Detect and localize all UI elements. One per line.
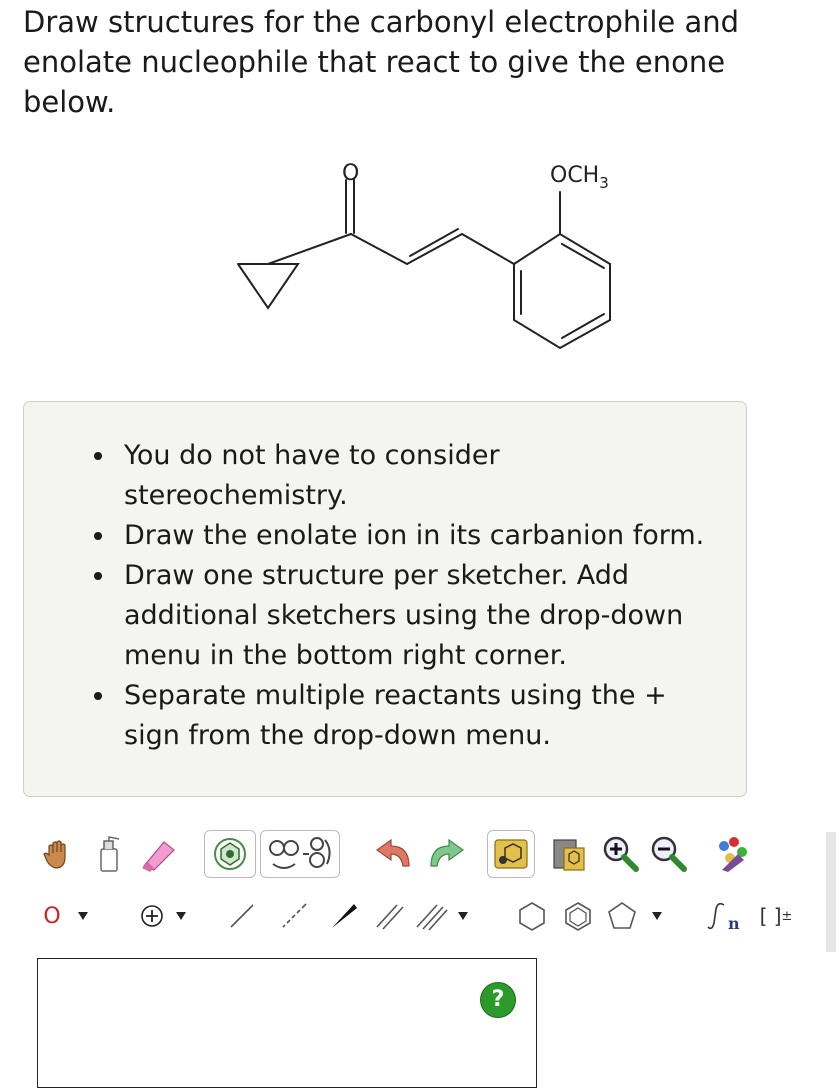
instruction-item [124,556,734,676]
instruction-2-line-1: Draw the enolate ion in its carbanion form. [124,520,705,551]
methoxy-label-sub: 3 [599,174,609,192]
instruction-item [124,676,734,756]
bracket-icon[interactable] [752,894,800,938]
toolbar-row-bottom [32,892,836,940]
single-bond-icon[interactable] [220,894,264,938]
double-bond-icon[interactable] [368,894,412,938]
bracket-label: [ ] [759,904,782,928]
bond-ring-carbonyl [268,234,351,264]
ring-dropdown-icon[interactable] [652,912,662,920]
question-text [23,2,813,122]
copy-clipboard-icon[interactable] [546,832,590,876]
toolbar-row-top [32,828,836,876]
question-line-1: Draw structures for the carbonyl electrophile and [23,5,740,39]
question-line-3: below. [23,85,116,119]
atom-dropdown-icon[interactable] [78,912,88,920]
undo-icon[interactable] [372,832,416,876]
bond-alkene-1 [407,234,462,264]
chain-template-icon[interactable] [260,830,340,878]
clean-structure-icon[interactable] [487,830,535,878]
carbonyl-oxygen-label: O [342,161,360,186]
instruction-1-line-1: You do not have to consider [124,440,500,471]
zoom-out-icon[interactable] [646,832,690,876]
cyclopropane-ring [238,264,298,308]
charge-plus-icon[interactable] [134,894,170,938]
pink-eraser-icon[interactable] [136,832,180,876]
sgroup-n-label: n [728,914,740,933]
bond-dropdown-icon[interactable] [458,912,468,920]
bond-alkene-aryl [462,234,514,264]
benzene-ring [514,234,610,348]
eraser-bottle-icon[interactable] [86,832,130,876]
atom-O-label: O [43,903,61,929]
bullet-icon [94,532,102,540]
instruction-item [124,436,734,516]
bracket-charge-label: ± [781,908,793,924]
sketcher-canvas[interactable] [37,958,537,1088]
methoxy-label [550,163,609,192]
cyclopentane-icon[interactable] [600,894,644,938]
cyclohexane-icon[interactable] [510,894,554,938]
wedge-bond-icon[interactable] [322,894,366,938]
help-icon[interactable]: ? [480,982,516,1018]
instructions-list [124,436,734,756]
instruction-4-line-2: sign from the drop-down menu. [124,720,551,751]
bond-alkene-2 [410,229,458,256]
charge-dropdown-icon[interactable] [176,912,186,920]
redo-icon[interactable] [424,832,468,876]
instruction-4-line-1: Separate multiple reactants using the + [124,680,667,711]
benzene-icon[interactable] [556,894,600,938]
instructions-box [23,401,747,797]
right-edge-scrollbar[interactable] [826,832,836,952]
instruction-3-line-2: additional sketchers using the drop-down [124,600,684,631]
zoom-in-icon[interactable] [598,832,642,876]
instruction-3-line-1: Draw one structure per sketcher. Add [124,560,630,591]
sgroup-icon[interactable] [704,894,748,938]
bullet-icon [94,452,102,460]
hand-icon[interactable] [36,832,80,876]
methoxy-label-main: OCH [550,163,600,188]
bullet-icon [94,692,102,700]
bond-carbonyl-alpha [351,234,407,264]
instruction-item [124,516,734,556]
hashed-bond-icon[interactable] [272,894,316,938]
ring-template-icon[interactable] [204,830,256,878]
question-line-2: enolate nucleophile that react to give the enone [23,45,726,79]
atom-O-button[interactable] [32,894,72,938]
enone-structure [220,150,640,370]
instruction-1-line-2: stereochemistry. [124,480,348,511]
instruction-3-line-3: menu in the bottom right corner. [124,640,567,671]
triple-bond-icon[interactable] [410,894,454,938]
atom-color-icon[interactable] [712,832,756,876]
bullet-icon [94,572,102,580]
